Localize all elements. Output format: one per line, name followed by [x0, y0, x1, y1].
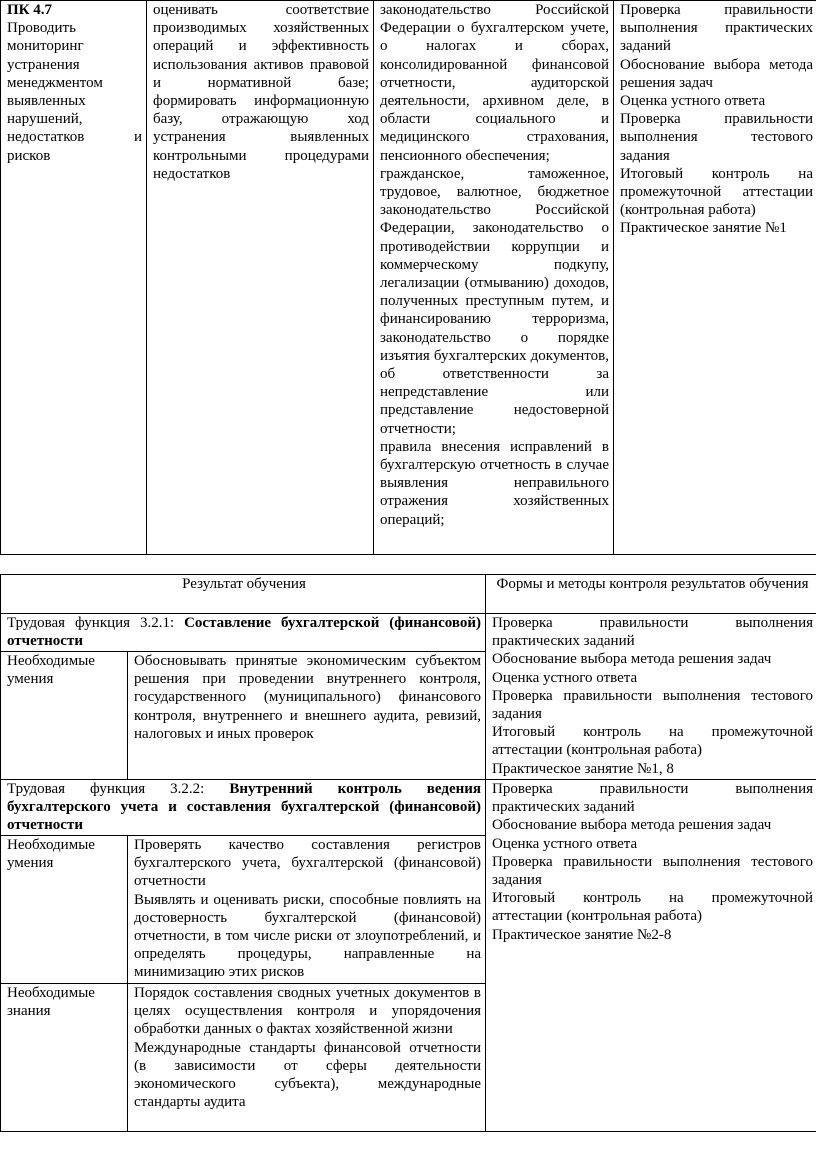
skill-item: Выявлять и оценивать риски, способные повлиять на достоверность бухгалтерской (финансовой) отчетности, в том числе риски от злоупотреблений, и определять процедуры, направленные на минимизацию этих рисков: [134, 891, 482, 981]
competency-code: ПК 4.7: [7, 2, 53, 18]
func1-controls-cell: [486, 614, 816, 780]
control-item: Проверка правильности выполнения тестового задания: [492, 687, 814, 723]
knowledge-item: Порядок составления сводных учетных документов в целях осуществления контроля и упорядочения обработки данных о фактах хозяйственной жизни: [134, 985, 482, 1038]
control-item: Оценка устного ответа: [492, 835, 638, 852]
func2-knowledge-label: Необходимые знания: [1, 984, 128, 1132]
control-item: Проверка правильности выполнения практических заданий: [620, 2, 813, 55]
skills-text: оценивать соответствие производимых хозяйственных операций и эффективность использования активов правовой и нормативной базе; формировать информационную базу, отражающую ход устранения выявленных контрольными процедурами недостатков: [153, 2, 369, 182]
controls-cell: [614, 1, 816, 555]
knowledge-item: законодательство Российской Федерации о бухгалтерском учете, о налогах и сборах, консолидированной финансовой отчетности, аудиторской деятельности, архивном деле, в области социального и медицинского страхования, пенсионного обеспечения;: [380, 2, 609, 164]
competency-table: [0, 0, 816, 555]
competency-text: Проводить мониторинг устранения менеджментом выявленных нарушений, недостатков и рисков: [7, 20, 142, 164]
func2-skills-label: Необходимые умения: [1, 836, 128, 984]
skills-cell: [147, 1, 374, 555]
control-item: Практическое занятие №1, 8: [492, 760, 674, 777]
control-item: Практическое занятие №2-8: [492, 926, 672, 943]
knowledge-item: правила внесения исправлений в бухгалтерскую отчетность в случае выявления неправильного отражения хозяйственных операций;: [380, 438, 609, 528]
skill-item: Проверять качество составления регистров бухгалтерского учета, бухгалтерской (финансовой) отчетности: [134, 837, 482, 890]
function-prefix: Трудовая функция 3.2.1:: [7, 615, 185, 631]
learning-results-table: [0, 574, 816, 1132]
control-item: Проверка правильности выполнения тестового задания: [492, 853, 814, 889]
control-item: Итоговый контроль на промежуточной аттестации (контрольная работа): [620, 165, 813, 219]
control-item: Обоснование выбора метода решения задач: [620, 56, 813, 91]
control-item: Проверка правильности выполнения практических заданий: [492, 615, 814, 650]
control-item: Проверка правильности выполнения тестового задания: [620, 111, 813, 164]
control-item: Оценка устного ответа: [492, 669, 638, 686]
control-item: Итоговый контроль на промежуточной аттестации (контрольная работа): [492, 890, 814, 925]
header-result: Результат обучения: [1, 575, 486, 614]
function-prefix: Трудовая функция 3.2.2:: [7, 781, 230, 797]
func2-knowledge-cell: [128, 984, 486, 1132]
control-item: Оценка устного ответа: [620, 93, 766, 110]
knowledge-item: гражданское, таможенное, трудовое, валютное, бюджетное законодательство Российской Федерации, законодательство о противодействии коррупции и коммерческому подкупу, легализации (отмыванию) доходов, полученных преступным путем, и финансированию терроризма, законодательство о порядке изъятия бухгалтерских документов, об ответственности за непредставление или представление недостоверной отчетности;: [380, 165, 609, 437]
competency-cell: [1, 1, 147, 555]
control-item: Обоснование выбора метода решения задач: [492, 651, 772, 668]
control-item: Практическое занятие №1: [620, 220, 787, 237]
knowledge-item: Международные стандарты финансовой отчетности (в зависимости от сферы деятельности экономического субъекта), международные стандарты аудита: [134, 1039, 482, 1111]
function-title: Внутренний контроль ведения бухгалтерского учета и составления бухгалтерской (финансовой) отчетности: [7, 781, 482, 834]
labor-function-3-2-1: [1, 614, 486, 652]
control-item: Проверка правильности выполнения практических заданий: [492, 781, 814, 816]
control-item: Обоснование выбора метода решения задач: [492, 817, 772, 834]
func1-skills-text: Обосновывать принятые экономическим субъектом решения при проведении внутреннего контроля, государственного (муниципального) финансового контроля, внутреннего и внешнего аудита, ревизий, налоговых и иных проверок: [128, 652, 486, 780]
control-item: Итоговый контроль на промежуточной аттестации (контрольная работа): [492, 724, 814, 759]
knowledge-cell: [374, 1, 614, 555]
function-title: Составление бухгалтерской (финансовой) отчетности: [7, 615, 482, 650]
labor-function-3-2-2: [1, 780, 486, 836]
func2-skills-cell: [128, 836, 486, 984]
header-forms: Формы и методы контроля результатов обучения: [486, 575, 816, 614]
func1-skills-label: Необходимые умения: [1, 652, 128, 780]
func2-controls-cell: [486, 780, 816, 1132]
